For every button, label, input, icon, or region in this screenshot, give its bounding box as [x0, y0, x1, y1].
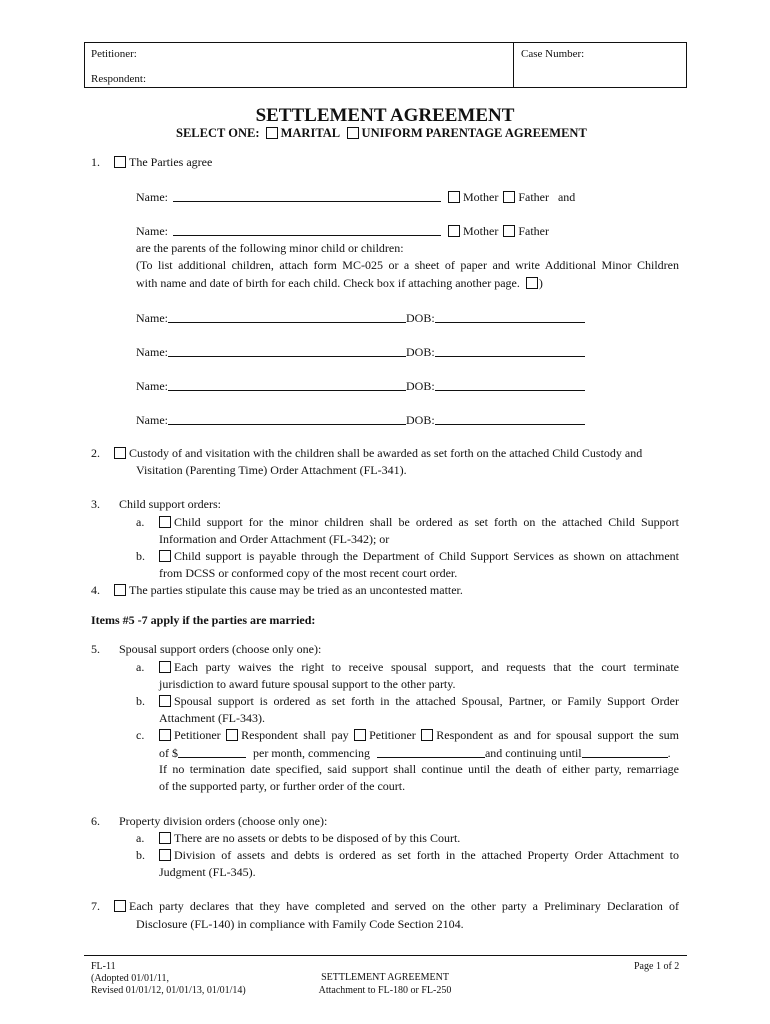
- parent2-row: [136, 223, 549, 239]
- parties-agree-text: The Parties agree: [129, 155, 213, 169]
- payor-petitioner-checkbox[interactable]: [159, 729, 171, 741]
- child-dob-field[interactable]: [435, 310, 585, 323]
- spousal-support-heading: Spousal support orders (choose only one):: [119, 642, 322, 656]
- child-row: [136, 378, 585, 394]
- child-name-field[interactable]: [168, 412, 406, 425]
- child-support-heading: Child support orders:: [119, 497, 221, 511]
- monthly-amount-field[interactable]: [178, 745, 246, 758]
- no-assets-text: There are no assets or debts to be disposed of by this Court.: [174, 831, 461, 845]
- parent2-name-field[interactable]: [173, 223, 441, 236]
- footer-rule: [84, 955, 687, 956]
- child-dob-field[interactable]: [435, 412, 585, 425]
- item3a-row: [159, 515, 679, 530]
- item7-number: 7.: [91, 899, 100, 913]
- spousal-amount-row: [159, 745, 679, 761]
- payor-respondent-checkbox[interactable]: [226, 729, 238, 741]
- spousal-attachment-line1: Spousal support is ordered as set forth in the attached Spousal, Partner, or Family Support Order: [174, 694, 679, 708]
- additional-page-checkbox[interactable]: [526, 277, 538, 289]
- parents-text: are the parents of the following minor child or children:: [136, 241, 404, 255]
- parent2-mother-label: Mother: [463, 224, 499, 238]
- spousal-waive-line1: Each party waives the right to receive spousal support, and requests that the court terminate: [174, 660, 679, 674]
- child-name-label: Name:: [136, 379, 168, 393]
- property-division-line2: Judgment (FL-345).: [159, 865, 256, 879]
- marital-checkbox[interactable]: [266, 127, 278, 139]
- payee-respondent-checkbox[interactable]: [421, 729, 433, 741]
- marital-label: MARITAL: [280, 126, 340, 140]
- item6-number: 6.: [91, 814, 100, 828]
- item5c-row: [159, 728, 679, 743]
- child-row: [136, 412, 585, 428]
- select-one-row: [176, 126, 587, 141]
- instructions-close: ): [538, 276, 543, 290]
- child-row: [136, 310, 585, 326]
- child-support-a-line1: Child support for the minor children shall be ordered as set forth on the attached Child Support: [174, 515, 679, 529]
- item5c-label: c.: [136, 728, 145, 742]
- item7-row: [114, 899, 679, 914]
- property-division-line1: Division of assets and debts is ordered as set forth in the attached Property Order Attachment to: [174, 848, 679, 862]
- instructions-line2-row: [136, 276, 543, 291]
- item5b-row: [159, 694, 679, 709]
- child-name-field[interactable]: [168, 344, 406, 357]
- item1-number: 1.: [91, 155, 100, 169]
- uncontested-text: The parties stipulate this cause may be tried as an uncontested matter.: [129, 583, 463, 597]
- item4-row: [114, 583, 463, 598]
- child-row: [136, 344, 585, 360]
- item1-row: [114, 155, 212, 170]
- item5a-row: [159, 660, 679, 675]
- child-name-label: Name:: [136, 311, 168, 325]
- payee-petitioner-label: Petitioner: [369, 728, 416, 742]
- instructions-line1: (To list additional children, attach form MC-025 or a sheet of paper and write Additional Minor Children: [136, 258, 679, 272]
- item3b-row: [159, 549, 679, 564]
- parent1-row: [136, 189, 575, 205]
- select-one-label: SELECT ONE:: [176, 126, 260, 140]
- instructions-line2: with name and date of birth for each child. Check box if attaching another page.: [136, 276, 520, 290]
- page-number: Page 1 of 2: [634, 961, 680, 972]
- termination-line1: If no termination date specified, said support shall continue until the death of either party, remarriage: [159, 762, 679, 776]
- parent2-father-label: Father: [518, 224, 549, 238]
- item2-row: [114, 446, 642, 461]
- parent2-name-label: Name:: [136, 224, 168, 238]
- parent1-mother-checkbox[interactable]: [448, 191, 460, 203]
- parent1-name-field[interactable]: [173, 189, 441, 202]
- amount-period: .: [667, 746, 671, 760]
- uniform-parentage-checkbox[interactable]: [347, 127, 359, 139]
- spousal-waive-checkbox[interactable]: [159, 661, 171, 673]
- parties-agree-checkbox[interactable]: [114, 156, 126, 168]
- child-dob-field[interactable]: [435, 378, 585, 391]
- item6b-row: [159, 848, 679, 863]
- item6b-label: b.: [136, 848, 145, 862]
- item4-number: 4.: [91, 583, 100, 597]
- property-heading: Property division orders (choose only one):: [119, 814, 328, 828]
- child-dob-label: DOB:: [406, 345, 435, 359]
- child-dob-label: DOB:: [406, 379, 435, 393]
- parent1-father-checkbox[interactable]: [503, 191, 515, 203]
- disclosure-line2: Disclosure (FL-140) in compliance with Family Code Section 2104.: [136, 917, 464, 931]
- parent2-mother-checkbox[interactable]: [448, 225, 460, 237]
- parent1-mother-label: Mother: [463, 190, 499, 204]
- payee-respondent-label: Respondent as and for spousal support the sum: [436, 728, 680, 742]
- item5-number: 5.: [91, 642, 100, 656]
- child-dob-label: DOB:: [406, 311, 435, 325]
- and-continuing-text: and continuing until: [484, 746, 582, 760]
- parent2-father-checkbox[interactable]: [503, 225, 515, 237]
- disclosure-checkbox[interactable]: [114, 900, 126, 912]
- parent1-father-label: Father: [518, 190, 549, 204]
- item3-number: 3.: [91, 497, 100, 511]
- parent1-name-label: Name:: [136, 190, 168, 204]
- document-title: SETTLEMENT AGREEMENT: [255, 105, 515, 126]
- child-dob-field[interactable]: [435, 344, 585, 357]
- uniform-parentage-label: UNIFORM PARENTAGE AGREEMENT: [361, 126, 587, 140]
- item2-number: 2.: [91, 446, 100, 460]
- item5a-label: a.: [136, 660, 145, 674]
- child-support-b-checkbox[interactable]: [159, 550, 171, 562]
- item5b-label: b.: [136, 694, 145, 708]
- payor-respondent-label: Respondent shall pay: [241, 728, 349, 742]
- until-date-field[interactable]: [582, 745, 668, 758]
- footer-subtitle: Attachment to FL-180 or FL-250: [318, 985, 452, 996]
- no-assets-checkbox[interactable]: [159, 832, 171, 844]
- child-support-b-line1: Child support is payable through the Department of Child Support Services as shown on attachment: [174, 549, 679, 563]
- property-division-checkbox[interactable]: [159, 849, 171, 861]
- custody-checkbox[interactable]: [114, 447, 126, 459]
- of-dollar-text: of $: [159, 746, 178, 760]
- caption-divider: [513, 43, 514, 87]
- child-name-label: Name:: [136, 345, 168, 359]
- child-dob-label: DOB:: [406, 413, 435, 427]
- respondent-label: Respondent:: [91, 73, 146, 85]
- petitioner-label: Petitioner:: [91, 48, 137, 60]
- adopted-date: (Adopted 01/01/11,: [91, 973, 169, 984]
- spousal-attachment-checkbox[interactable]: [159, 695, 171, 707]
- item3a-label: a.: [136, 515, 145, 529]
- married-note: Items #5 -7 apply if the parties are married:: [91, 613, 316, 627]
- child-support-a-line2: Information and Order Attachment (FL-342); or: [159, 532, 390, 546]
- case-number-label: Case Number:: [521, 48, 585, 60]
- child-support-b-line2: from DCSS or conformed copy of the most recent court order.: [159, 566, 458, 580]
- spousal-attachment-line2: Attachment (FL-343).: [159, 711, 265, 725]
- per-month-text: per month, commencing: [253, 746, 370, 760]
- form-id: FL-11: [91, 961, 116, 972]
- termination-line2: of the supported party, or further order of the court.: [159, 779, 406, 793]
- item6a-row: [159, 831, 460, 846]
- payee-petitioner-checkbox[interactable]: [354, 729, 366, 741]
- revised-dates: Revised 01/01/12, 01/01/13, 01/01/14): [91, 985, 246, 996]
- child-name-label: Name:: [136, 413, 168, 427]
- uncontested-checkbox[interactable]: [114, 584, 126, 596]
- item3b-label: b.: [136, 549, 145, 563]
- child-name-field[interactable]: [168, 378, 406, 391]
- child-support-a-checkbox[interactable]: [159, 516, 171, 528]
- commencing-date-field[interactable]: [377, 745, 485, 758]
- custody-line1: Custody of and visitation with the children shall be awarded as set forth on the attached Child Custody and: [129, 446, 643, 460]
- spousal-waive-line2: jurisdiction to award future spousal support to the other party.: [159, 677, 456, 691]
- caption-box: [84, 42, 687, 88]
- custody-line2: Visitation (Parenting Time) Order Attachment (FL-341).: [136, 463, 407, 477]
- footer-title: SETTLEMENT AGREEMENT: [321, 972, 449, 983]
- item6a-label: a.: [136, 831, 145, 845]
- payor-petitioner-label: Petitioner: [174, 728, 221, 742]
- child-name-field[interactable]: [168, 310, 406, 323]
- and-text: and: [557, 190, 576, 204]
- disclosure-line1: Each party declares that they have completed and served on the other party a Preliminary Declaration of: [129, 899, 679, 913]
